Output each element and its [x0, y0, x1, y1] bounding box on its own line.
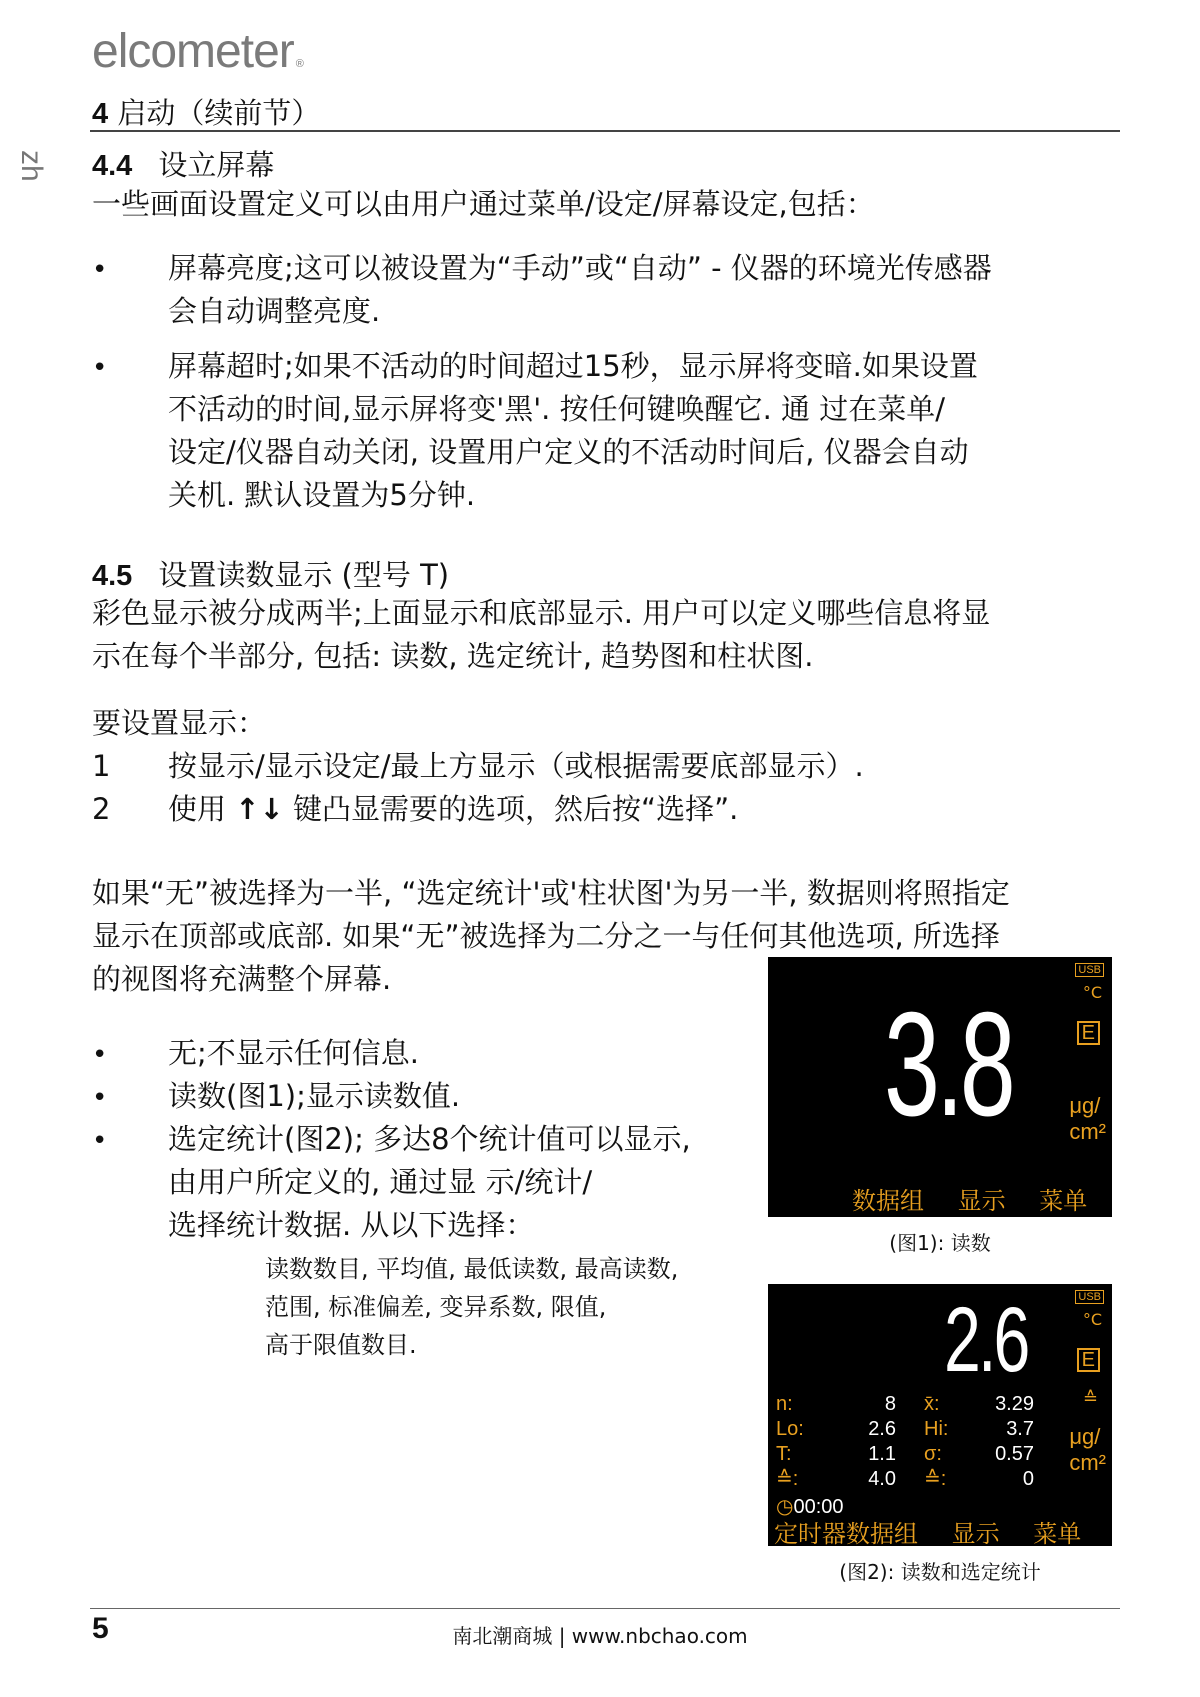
bullet-icon: •: [92, 353, 108, 383]
temperature-unit: °C: [1082, 1310, 1102, 1329]
usb-icon: USB: [1075, 963, 1104, 977]
timer-readout: ◷00:00: [776, 1496, 844, 1518]
language-tab: zh: [15, 150, 48, 182]
stats-row: ≙: 4.0 ≙: 0: [776, 1468, 1034, 1490]
reading-value: 3.8: [884, 982, 1012, 1147]
mode-e-icon: E: [1077, 1348, 1100, 1372]
stats-table: [776, 1392, 1042, 1492]
para-none-option: 如果“无”被选择为一半, “选定统计'或'柱状图'为另一半, 数据则将照指定 显示在顶部或底部. 如果“无”被选择为二分之一与任何其他选项, 所选择 的视图将充满整个屏幕.: [92, 876, 1010, 996]
bullet-icon: •: [92, 1040, 108, 1070]
softkey-group: [774, 1514, 1081, 1549]
setup-label: 要设置显示：: [92, 706, 267, 740]
heading-4-4: 4.4 设立屏幕: [92, 148, 275, 182]
unit-label: μg/ cm²: [1069, 1424, 1106, 1475]
figure-1-screen: [768, 957, 1112, 1217]
softkey-menu[interactable]: 菜单: [1039, 1187, 1088, 1215]
intro-4-4: 一些画面设置定义可以由用户通过菜单/设定/屏幕设定,包括：: [92, 187, 875, 221]
bullet-timeout: 屏幕超时;如果不活动的时间超过15秒，显示屏将变暗.如果设置 不活动的时间,显示屏将变'黑'. 按任何键唤醒它. 通 过在菜单/ 设定/仪器自动关闭, 设置用户定义的不活动时间后, 仪器会自动 关机. 默认设置为5分钟.: [168, 349, 978, 512]
heading-4-5: 4.5 设置读数显示 (型号 T): [92, 558, 450, 592]
bullet-icon: •: [92, 1126, 108, 1156]
section-title: 4 启动（续前节）: [92, 96, 321, 130]
page-number: 5: [92, 1612, 109, 1645]
figure-1-caption: (图1): 读数: [889, 1231, 991, 1255]
unit-label: μg/ cm²: [1069, 1093, 1106, 1144]
stat-list: 读数数目, 平均值, 最低读数, 最高读数, 范围, 标准偏差, 变异系数, 限值, 高于限值数目.: [265, 1255, 679, 1359]
bullet-icon: •: [92, 255, 108, 285]
footer-rule: [90, 1608, 1120, 1609]
stats-row: T: 1.1 σ: 0.57: [776, 1443, 1034, 1465]
bullet-icon: •: [92, 1083, 108, 1113]
softkey-display[interactable]: 显示: [957, 1187, 1006, 1215]
up-down-arrow-icon: ↑↓: [235, 792, 284, 826]
para-4-5: 彩色显示被分成两半;上面显示和底部显示. 用户可以定义哪些信息将显 示在每个半部分, 包括: 读数, 选定统计, 趋势图和柱状图.: [92, 596, 991, 673]
softkey-menu[interactable]: 菜单: [1033, 1520, 1082, 1548]
usb-icon: USB: [1075, 1290, 1104, 1304]
option-stats: 选定统计(图2); 多达8个统计值可以显示, 由用户所定义的, 通过显 示/统计/ 选择统计数据. 从以下选择：: [168, 1122, 691, 1242]
option-none: 无;不显示任何信息.: [168, 1036, 419, 1070]
brand-logo: elcometer ®: [92, 25, 303, 78]
figure-2-screen: [768, 1284, 1112, 1546]
softkey-display[interactable]: 显示: [951, 1520, 1000, 1548]
footer-source: 南北潮商城 | www.nbchao.com: [452, 1624, 748, 1648]
step-1: 1 按显示/显示设定/最上方显示（或根据需要底部显示）.: [92, 749, 864, 783]
mode-e-icon: E: [1077, 1021, 1100, 1045]
reading-value-box: [884, 979, 1060, 1151]
header-rule: [90, 130, 1120, 132]
reading-value-box: [944, 1290, 1064, 1390]
bullet-brightness: 屏幕亮度;这可以被设置为“手动”或“自动” - 仪器的环境光传感器 会自动调整亮度.: [168, 251, 992, 328]
softkey-timer-datagroup[interactable]: 定时器数据组: [774, 1520, 918, 1548]
figure-2-caption: (图2): 读数和选定统计: [839, 1560, 1041, 1584]
softkey-datagroup[interactable]: 数据组: [852, 1187, 924, 1215]
step-2: 2 使用 ↑↓ 键凸显需要的选项，然后按“选择”.: [92, 792, 739, 826]
reading-value: 2.6: [944, 1290, 1028, 1390]
stats-row: Lo: 2.6 Hi: 3.7: [776, 1418, 1034, 1440]
limit-icon: ≙: [1082, 1388, 1098, 1409]
stats-row: n: 8 x̄: 3.29: [776, 1393, 1034, 1415]
clock-icon: ◷: [776, 1496, 794, 1518]
softkey-group: [852, 1181, 1087, 1216]
option-reading: 读数(图1);显示读数值.: [168, 1079, 461, 1113]
temperature-unit: °C: [1082, 983, 1102, 1002]
